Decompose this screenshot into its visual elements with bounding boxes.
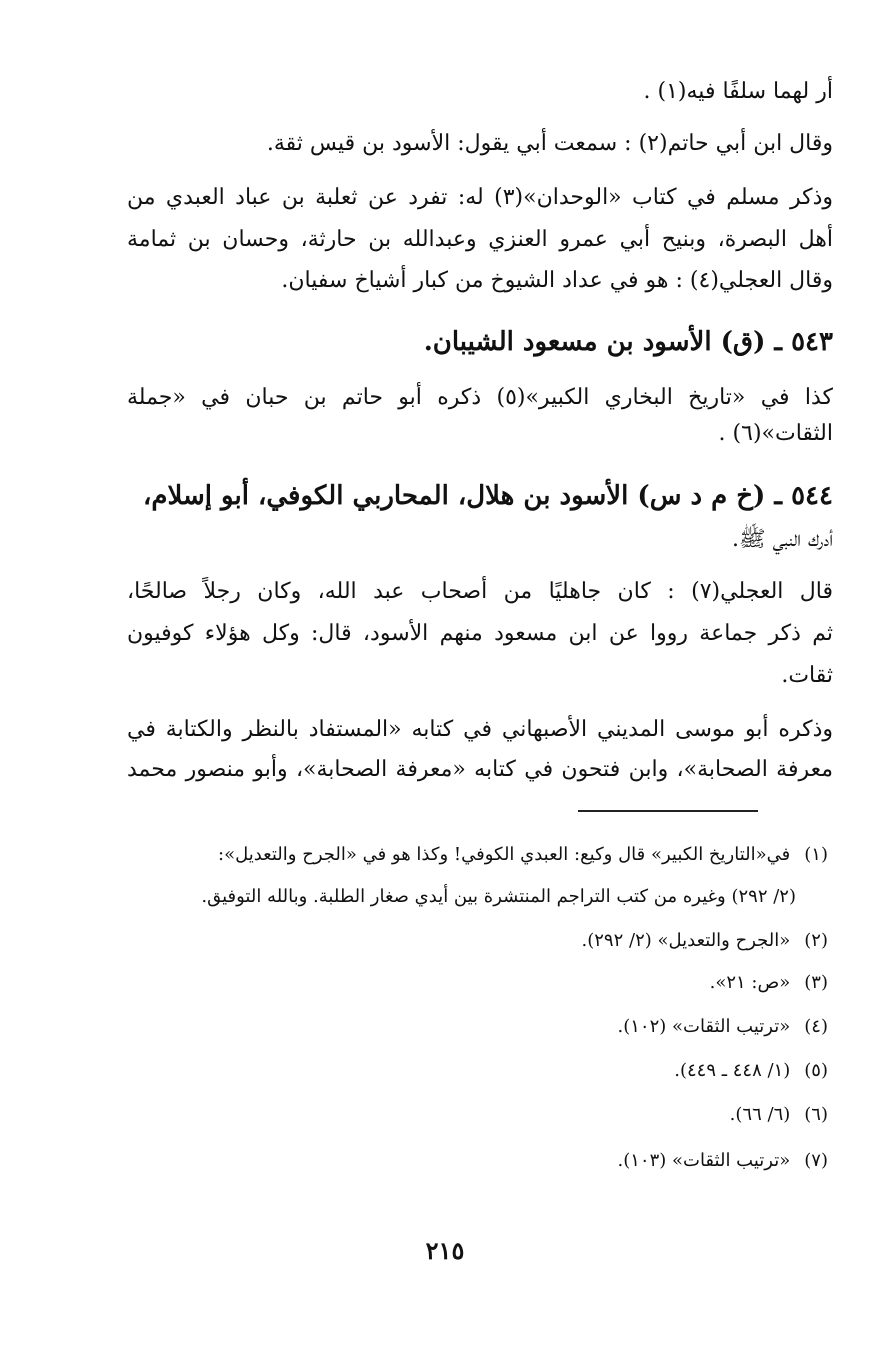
footnote-number: (٦) xyxy=(804,1104,828,1125)
footnote-number: (٢) xyxy=(804,930,828,951)
footnote-text: (١/ ٤٤٨ ـ ٤٤٩). xyxy=(674,1060,791,1081)
entry-heading: ٥٤٤ ـ (خ م د س) الأسود بن هلال، المحاربي الكوفي، أبو إسلام، xyxy=(142,481,833,511)
footnote-text: «ص: ٢١». xyxy=(709,972,791,993)
footnote-text: «ترتيب الثقات» (١٠٢). xyxy=(617,1016,791,1037)
footnote xyxy=(138,1100,828,1130)
footnote xyxy=(138,1056,828,1086)
footnote-number: (٧) xyxy=(804,1150,828,1171)
body-line: أهل البصرة، وبنيح أبي عمرو العنزي وعبدالله بن حارثة، وحسان بن ثمامة xyxy=(127,227,833,252)
footnote-text: (٦/ ٦٦). xyxy=(729,1104,791,1125)
footnote-text: «الجرح والتعديل» (٢/ ٢٩٢). xyxy=(581,930,791,951)
footnote xyxy=(138,840,828,870)
entry-heading: ٥٤٣ ـ (ق) الأسود بن مسعود الشيبان. xyxy=(423,327,833,357)
footnote xyxy=(138,1012,828,1042)
body-line: قال العجلي(٧) : كان جاهليًا من أصحاب عبد الله، وكان رجلاً صالحًا، xyxy=(127,579,834,604)
footnote-text: «ترتيب الثقات» (١٠٣). xyxy=(617,1150,791,1171)
body-line: ثقات. xyxy=(781,663,833,688)
footnote-number: (٥) xyxy=(804,1060,828,1081)
body-line: وذكره أبو موسى المديني الأصبهاني في كتابه «المستفاد بالنظر والكتابة في xyxy=(127,717,833,742)
body-line: أدرك النبي ﷺ. xyxy=(732,527,833,552)
footnote-number: (١) xyxy=(804,844,828,865)
footnote xyxy=(138,926,828,956)
footnote-separator xyxy=(578,810,758,812)
body-line: وقال العجلي(٤) : هو في عداد الشيوخ من كبار أشياخ سفيان. xyxy=(281,268,833,293)
page-number: ٢١٥ xyxy=(425,1236,465,1265)
body-line: وذكر مسلم في كتاب «الوحدان»(٣) له: تفرد عن ثعلبة بن عباد العبدي من xyxy=(127,185,833,210)
body-line: وقال ابن أبي حاتم(٢) : سمعت أبي يقول: الأسود بن قيس ثقة. xyxy=(266,131,833,156)
footnote xyxy=(138,1146,828,1176)
body-line: كذا في «تاريخ البخاري الكبير»(٥) ذكره أبو حاتم بن حبان في «جملة xyxy=(127,385,833,410)
body-line: معرفة الصحابة»، وابن فتحون في كتابه «معرفة الصحابة»، وأبو منصور محمد xyxy=(127,757,833,782)
footnote-text: (٢/ ٢٩٢) وغيره من كتب التراجم المنتشرة بين أيدي صغار الطلبة. وبالله التوفيق. xyxy=(201,886,796,907)
body-line: أر لهما سلفًا فيه(١) . xyxy=(643,79,833,104)
body-line: ثم ذكر جماعة رووا عن ابن مسعود منهم الأسود، قال: وكل هؤلاء كوفيون xyxy=(127,621,833,646)
footnote-number: (٣) xyxy=(804,972,828,993)
footnote-number: (٤) xyxy=(804,1016,828,1037)
footnote xyxy=(106,882,796,912)
footnote xyxy=(138,968,828,998)
footnote-text: في«التاريخ الكبير» قال وكيع: العبدي الكوفي! وكذا هو في «الجرح والتعديل»: xyxy=(218,844,791,865)
body-line: الثقات»(٦) . xyxy=(718,421,833,446)
